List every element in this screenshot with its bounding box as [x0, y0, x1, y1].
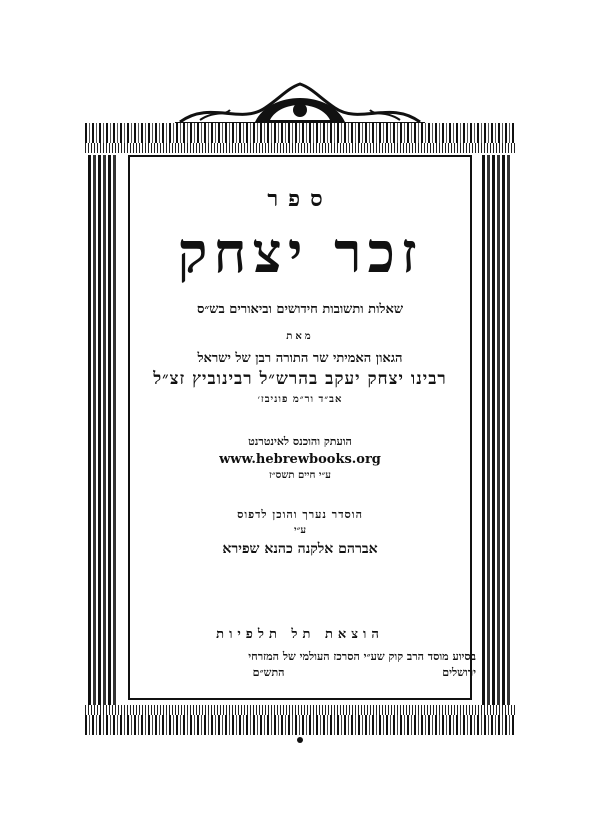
by-label: מאת	[286, 331, 314, 342]
editor-name: אברהם אלקנה כהנא שפירא	[222, 541, 378, 557]
publisher-support: בסיוע מוסד הרב קוק שע״י הסרכז העולמי של המזרחי	[248, 650, 476, 663]
gaon-line: הגאון האמיתי שר התורה רבן של ישראל	[197, 351, 403, 366]
left-column-border	[88, 155, 118, 705]
author-name: רבינו יצחק יעקב בהרש״ל רבינוביץ זצ״ל	[153, 369, 447, 389]
editor-by-label: ע״י	[293, 525, 307, 536]
top-border-band-inner	[85, 143, 515, 153]
website-url: www.hebrewbooks.org	[219, 452, 381, 467]
digitized-by: ע״י חיים תשס״ז	[269, 470, 331, 481]
author-title: אב״ד ור״מ פוניבז׳	[257, 394, 343, 405]
bottom-border-band-inner	[85, 705, 515, 715]
publisher-name: הוצאת תל תלפיות	[216, 627, 384, 642]
digitized-note: הועתק והוכנס לאינטרנט	[248, 435, 352, 448]
editing-note: הוסדר נערך והוכן לדפוס	[237, 508, 363, 521]
right-column-border	[482, 155, 512, 705]
bottom-border-band	[85, 715, 515, 735]
publisher-year: התש״ם	[252, 666, 285, 679]
publisher-place-year	[170, 666, 476, 679]
publisher-city: ירושלים	[442, 666, 476, 679]
book-title: זכר יצחק	[177, 220, 423, 286]
book-subtitle: שאלות ותשובות חידושים וביאורים בש״ס	[196, 302, 404, 317]
sefer-label: ספר	[267, 186, 333, 212]
top-border-band	[85, 123, 515, 143]
bottom-ornament-dot	[297, 737, 303, 743]
crest-ornament	[170, 70, 430, 130]
